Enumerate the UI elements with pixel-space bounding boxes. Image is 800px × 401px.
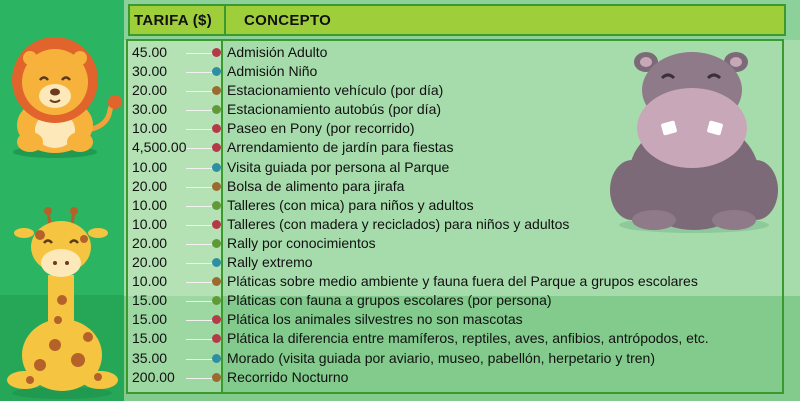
header-concepto: CONCEPTO bbox=[244, 12, 332, 29]
lion-illustration bbox=[0, 30, 124, 160]
bullet-dot-icon bbox=[212, 296, 221, 305]
price-cell: 45.00 bbox=[132, 44, 168, 60]
price-cell: 20.00 bbox=[132, 177, 168, 194]
bullet-dot-icon bbox=[212, 86, 221, 95]
table-row bbox=[128, 310, 788, 329]
table-row bbox=[128, 368, 788, 387]
table-row bbox=[128, 43, 788, 62]
price-cell: 15.00 bbox=[132, 311, 168, 328]
concept-cell: Talleres (con madera y reciclados) para niños y adultos bbox=[227, 215, 570, 232]
price-cell: 15.00 bbox=[132, 330, 168, 347]
concept-cell: Admisión Niño bbox=[227, 63, 318, 80]
table-row bbox=[128, 81, 788, 100]
concept-cell: Admisión Adulto bbox=[227, 44, 328, 60]
leader-line bbox=[186, 129, 214, 130]
concept-cell: Arrendamiento de jardín para fiestas bbox=[227, 139, 454, 156]
table-row bbox=[128, 138, 788, 157]
bullet-dot-icon bbox=[212, 143, 221, 152]
leader-line bbox=[186, 320, 214, 321]
leader-line bbox=[186, 339, 214, 340]
concept-cell: Pláticas sobre medio ambiente y fauna fuera del Parque a grupos escolares bbox=[227, 273, 698, 290]
leader-line bbox=[186, 301, 214, 302]
bullet-dot-icon bbox=[212, 67, 221, 76]
table-header bbox=[128, 4, 786, 36]
concept-cell: Pláticas con fauna a grupos escolares (por persona) bbox=[227, 292, 552, 309]
leader-line bbox=[186, 148, 214, 149]
concept-cell: Plática los animales silvestres no son mascotas bbox=[227, 311, 523, 328]
price-cell: 20.00 bbox=[132, 254, 168, 271]
leader-line bbox=[186, 91, 214, 92]
table-rows bbox=[128, 43, 788, 387]
table-row bbox=[128, 253, 788, 272]
table-row bbox=[128, 100, 788, 119]
bullet-dot-icon bbox=[212, 315, 221, 324]
leader-line bbox=[186, 244, 214, 245]
table-row bbox=[128, 291, 788, 310]
bullet-dot-icon bbox=[212, 124, 221, 133]
bullet-dot-icon bbox=[212, 182, 221, 191]
bullet-dot-icon bbox=[212, 105, 221, 114]
price-cell: 30.00 bbox=[132, 63, 168, 80]
price-cell: 35.00 bbox=[132, 349, 168, 366]
price-cell: 20.00 bbox=[132, 234, 168, 251]
concept-cell: Estacionamiento vehículo (por día) bbox=[227, 82, 444, 99]
price-cell: 20.00 bbox=[132, 82, 168, 99]
price-cell: 10.00 bbox=[132, 120, 168, 137]
bullet-dot-icon bbox=[212, 258, 221, 267]
bullet-dot-icon bbox=[212, 48, 221, 57]
table-row bbox=[128, 329, 788, 348]
bullet-dot-icon bbox=[212, 201, 221, 210]
leader-line bbox=[186, 168, 214, 169]
table-row bbox=[128, 349, 788, 368]
price-cell: 15.00 bbox=[132, 292, 168, 309]
concept-cell: Rally por conocimientos bbox=[227, 234, 376, 251]
leader-line bbox=[186, 282, 214, 283]
tariff-table bbox=[124, 0, 800, 401]
price-cell: 10.00 bbox=[132, 158, 168, 175]
header-tarifa: TARIFA ($) bbox=[134, 12, 212, 29]
leader-line bbox=[186, 225, 214, 226]
leader-line bbox=[186, 359, 214, 360]
price-cell: 30.00 bbox=[132, 101, 168, 118]
concept-cell: Talleres (con mica) para niños y adultos bbox=[227, 196, 474, 213]
bullet-dot-icon bbox=[212, 163, 221, 172]
giraffe-illustration bbox=[0, 205, 124, 401]
leader-line bbox=[186, 72, 214, 73]
concept-cell: Bolsa de alimento para jirafa bbox=[227, 177, 405, 194]
concept-cell: Recorrido Nocturno bbox=[227, 368, 349, 385]
leader-line bbox=[186, 110, 214, 111]
price-cell: 4,500.00 bbox=[132, 139, 187, 156]
concept-cell: Paseo en Pony (por recorrido) bbox=[227, 120, 415, 137]
table-row bbox=[128, 62, 788, 81]
table-row bbox=[128, 177, 788, 196]
bullet-dot-icon bbox=[212, 220, 221, 229]
bullet-dot-icon bbox=[212, 277, 221, 286]
table-row bbox=[128, 158, 788, 177]
concept-cell: Rally extremo bbox=[227, 254, 313, 271]
price-cell: 10.00 bbox=[132, 215, 168, 232]
table-row bbox=[128, 119, 788, 138]
table-row bbox=[128, 215, 788, 234]
leader-line bbox=[186, 187, 214, 188]
concept-cell: Visita guiada por persona al Parque bbox=[227, 158, 450, 175]
leader-line bbox=[186, 206, 214, 207]
bullet-dot-icon bbox=[212, 334, 221, 343]
concept-cell: Plática la diferencia entre mamíferos, reptiles, aves, anfibios, antrópodos, etc. bbox=[227, 330, 709, 347]
price-cell: 10.00 bbox=[132, 273, 168, 290]
bullet-dot-icon bbox=[212, 354, 221, 363]
leader-line bbox=[186, 378, 214, 379]
price-cell: 10.00 bbox=[132, 196, 168, 213]
header-divider bbox=[224, 6, 226, 34]
left-decoration-panel bbox=[0, 0, 124, 401]
bullet-dot-icon bbox=[212, 373, 221, 382]
bullet-dot-icon bbox=[212, 239, 221, 248]
table-row bbox=[128, 196, 788, 215]
concept-cell: Estacionamiento autobús (por día) bbox=[227, 101, 442, 118]
concept-cell: Morado (visita guiada por aviario, museo, pabellón, herpetario y tren) bbox=[227, 349, 656, 366]
table-row bbox=[128, 234, 788, 253]
leader-line bbox=[186, 53, 214, 54]
table-row bbox=[128, 272, 788, 291]
leader-line bbox=[186, 263, 214, 264]
price-cell: 200.00 bbox=[132, 368, 175, 385]
